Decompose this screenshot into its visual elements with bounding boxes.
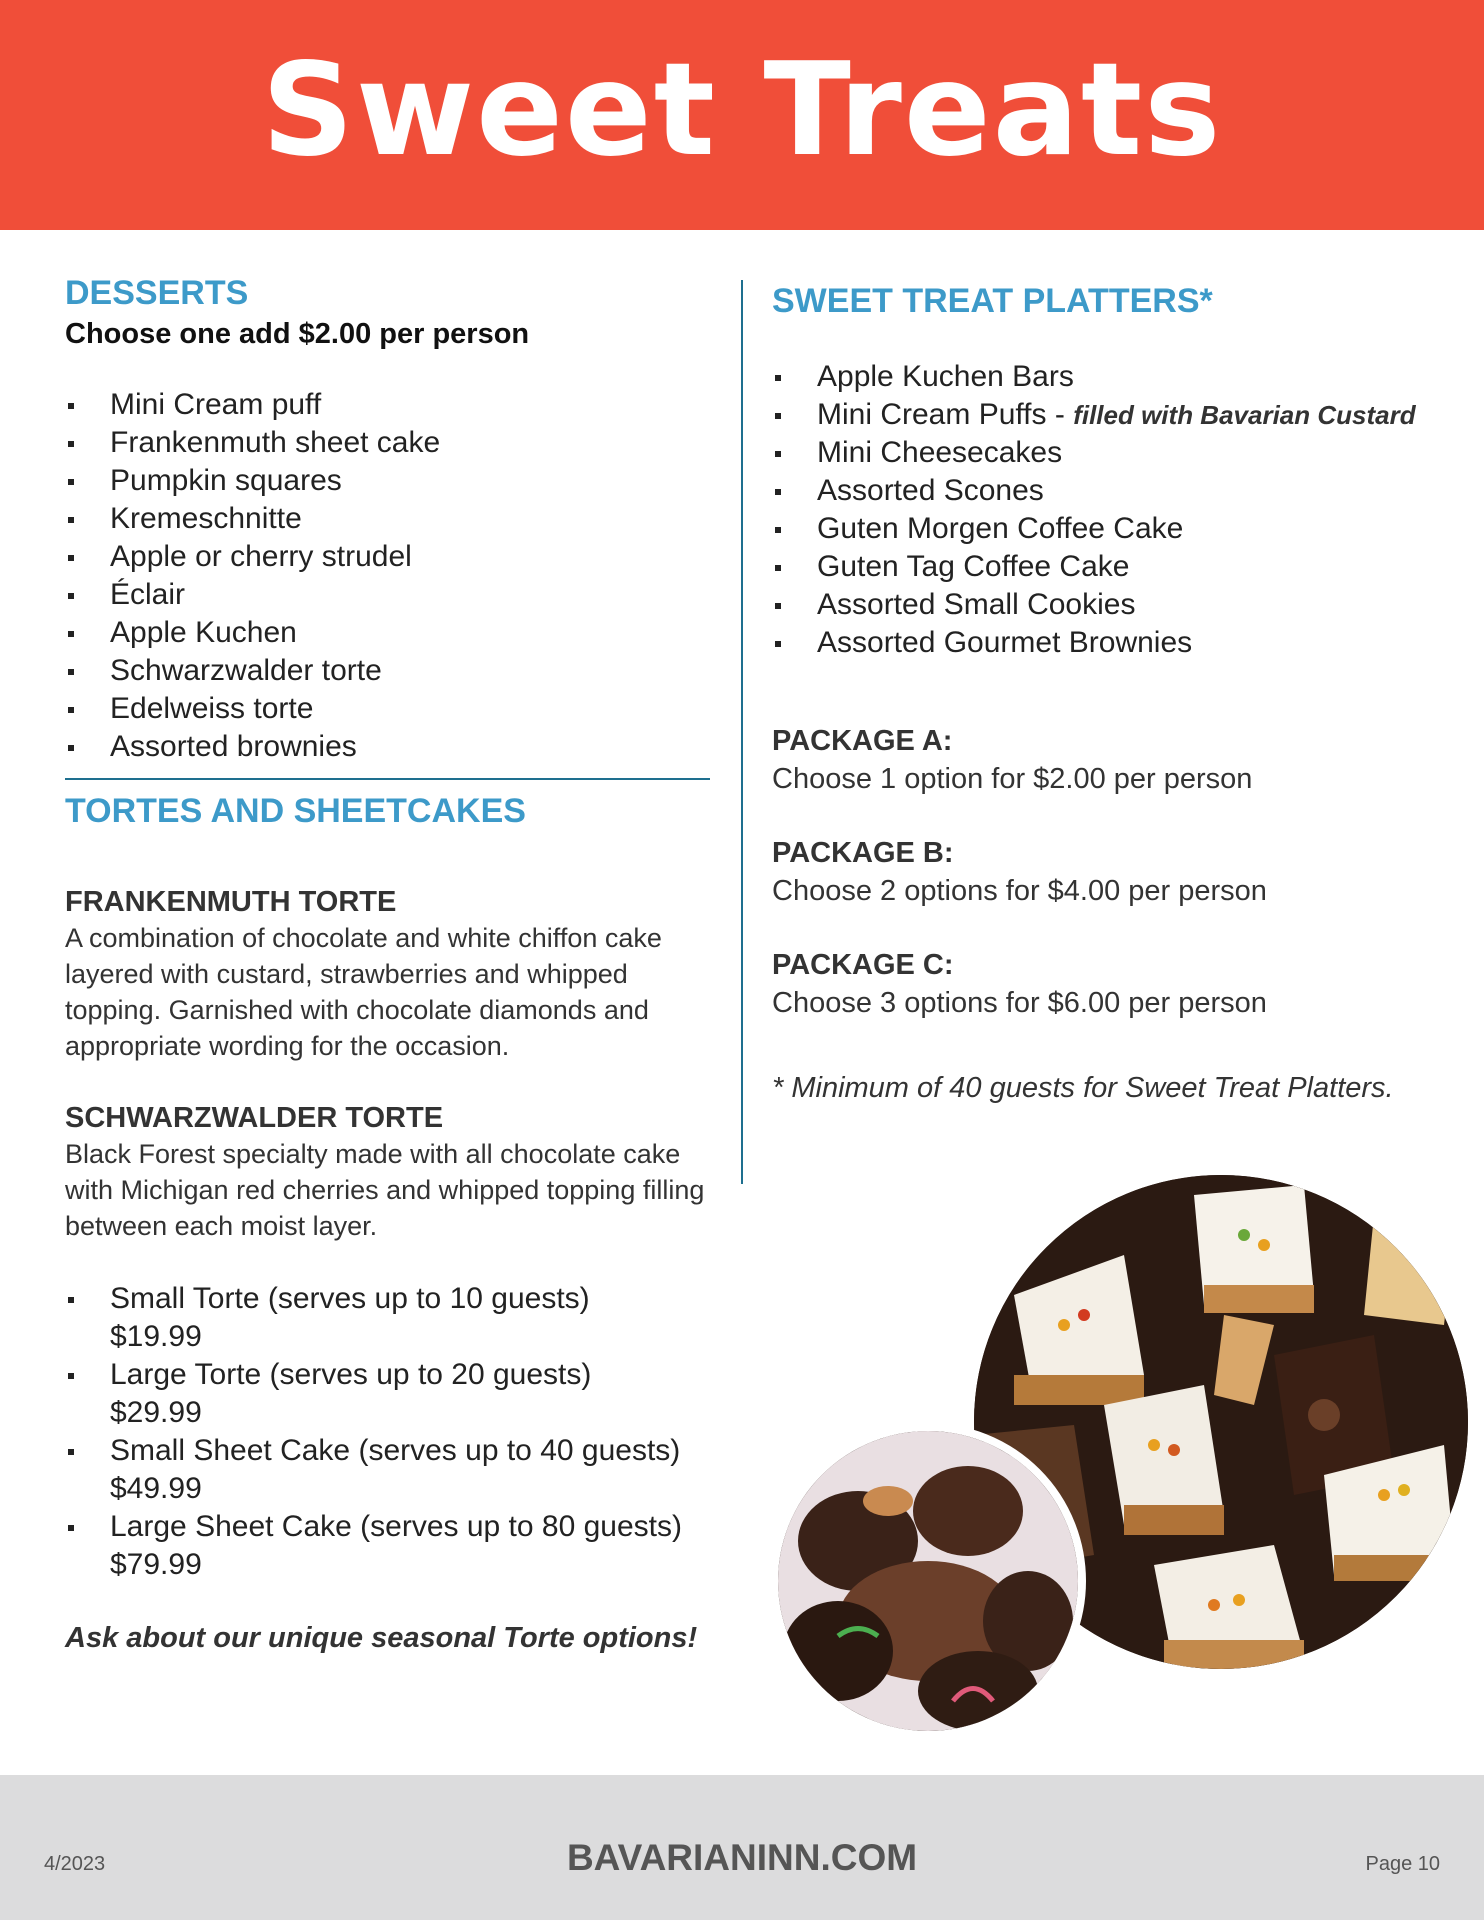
list-item: Assorted Small Cookies bbox=[772, 586, 1462, 624]
package-name: PACKAGE C: bbox=[772, 949, 954, 981]
package-a bbox=[772, 722, 1462, 798]
list-item bbox=[65, 1280, 710, 1356]
size-label: Large Sheet Cake (serves up to 80 guests) bbox=[110, 1510, 682, 1543]
package-desc: Choose 2 options for $4.00 per person bbox=[772, 875, 1267, 907]
cream-puff-note: filled with Bavarian Custard bbox=[1073, 400, 1416, 430]
list-item: Guten Tag Coffee Cake bbox=[772, 548, 1462, 586]
schwarzwalder-torte-name: SCHWARZWALDER TORTE bbox=[65, 1102, 444, 1134]
column-divider bbox=[741, 280, 743, 1184]
desserts-subtitle: Choose one add $2.00 per person bbox=[65, 318, 530, 350]
package-c bbox=[772, 946, 1462, 1022]
list-item: Assorted brownies bbox=[65, 728, 710, 766]
list-item: Assorted Scones bbox=[772, 472, 1462, 510]
right-column bbox=[772, 280, 1462, 1134]
header-banner bbox=[0, 0, 1484, 230]
list-item: Frankenmuth sheet cake bbox=[65, 424, 710, 462]
list-item: Kremeschnitte bbox=[65, 500, 710, 538]
list-item: Apple Kuchen Bars bbox=[772, 358, 1462, 396]
torte-sizes-list bbox=[65, 1280, 710, 1584]
package-desc: Choose 1 option for $2.00 per person bbox=[772, 763, 1253, 795]
package-b bbox=[772, 834, 1462, 910]
list-item: Schwarzwalder torte bbox=[65, 652, 710, 690]
desserts-list bbox=[65, 386, 710, 766]
chocolates-photo bbox=[770, 1423, 1086, 1739]
list-item: Pumpkin squares bbox=[65, 462, 710, 500]
section-divider bbox=[65, 778, 710, 780]
tortes-title: TORTES AND SHEETCAKES bbox=[65, 792, 526, 830]
package-desc: Choose 3 options for $6.00 per person bbox=[772, 987, 1267, 1019]
minimum-guests-footnote: * Minimum of 40 guests for Sweet Treat Platters. bbox=[772, 1072, 1394, 1104]
list-item: Apple or cherry strudel bbox=[65, 538, 710, 576]
list-item bbox=[65, 1508, 710, 1584]
list-item bbox=[65, 1432, 710, 1508]
schwarzwalder-torte-desc: Black Forest specialty made with all chocolate cake with Michigan red cherries and whipped topping filling between each moist layer. bbox=[65, 1139, 705, 1241]
list-item bbox=[65, 1356, 710, 1432]
size-label: Small Torte (serves up to 10 guests) bbox=[110, 1282, 590, 1315]
list-item: Edelweiss torte bbox=[65, 690, 710, 728]
page-title: Sweet Treats bbox=[261, 35, 1223, 185]
size-label: Large Torte (serves up to 20 guests) bbox=[110, 1358, 592, 1391]
footer-website[interactable]: BAVARIANINN.COM bbox=[566, 1837, 918, 1878]
size-price: $49.99 bbox=[110, 1472, 202, 1505]
size-label: Small Sheet Cake (serves up to 40 guests) bbox=[110, 1434, 681, 1467]
list-item: Mini Cream puff bbox=[65, 386, 710, 424]
list-item: Éclair bbox=[65, 576, 710, 614]
desserts-title: DESSERTS bbox=[65, 274, 249, 312]
seasonal-torte-note: Ask about our unique seasonal Torte options! bbox=[65, 1622, 698, 1654]
frankenmuth-torte-desc: A combination of chocolate and white chiffon cake layered with custard, strawberries and whipped topping. Garnished with chocolate diamonds and appropriate wording for the occasion. bbox=[65, 923, 662, 1061]
size-price: $79.99 bbox=[110, 1548, 202, 1581]
size-price: $19.99 bbox=[110, 1320, 202, 1353]
list-item bbox=[772, 396, 1462, 434]
footer bbox=[0, 1775, 1484, 1920]
platters-list bbox=[772, 358, 1462, 662]
frankenmuth-torte-name: FRANKENMUTH TORTE bbox=[65, 886, 397, 918]
list-item: Apple Kuchen bbox=[65, 614, 710, 652]
footer-date: 4/2023 bbox=[44, 1853, 106, 1875]
list-item: Mini Cheesecakes bbox=[772, 434, 1462, 472]
list-item: Guten Morgen Coffee Cake bbox=[772, 510, 1462, 548]
size-price: $29.99 bbox=[110, 1396, 202, 1429]
left-column bbox=[65, 272, 710, 1684]
page-number: Page 10 bbox=[1365, 1853, 1440, 1875]
item-label: Mini Cream Puffs - bbox=[817, 398, 1065, 431]
platters-title: SWEET TREAT PLATTERS* bbox=[772, 282, 1213, 320]
package-name: PACKAGE B: bbox=[772, 837, 954, 869]
list-item: Assorted Gourmet Brownies bbox=[772, 624, 1462, 662]
package-name: PACKAGE A: bbox=[772, 725, 953, 757]
